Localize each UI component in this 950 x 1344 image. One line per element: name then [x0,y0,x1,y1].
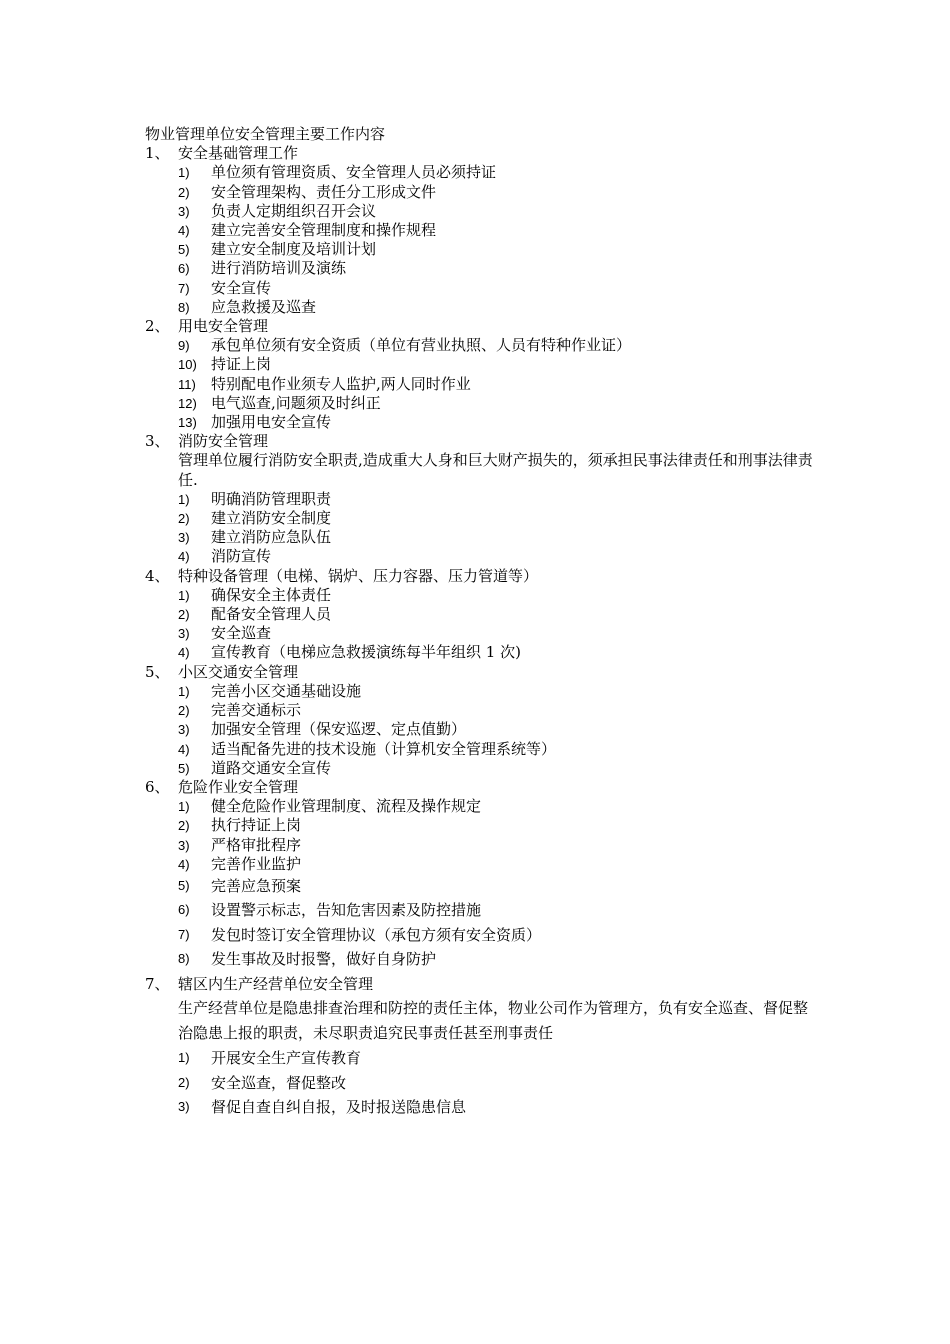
list-item [145,509,815,528]
item-number: 1) [178,799,190,815]
item-number: 3) [178,626,190,642]
list-item [145,279,815,298]
list-item [145,1071,815,1096]
item-number: 3) [178,1099,190,1115]
item-number: 8) [178,299,190,315]
item-text: 加强安全管理（保安巡逻、定点值勤） [211,720,467,739]
section-number: 1、 [145,144,170,163]
list-item [145,221,815,240]
item-text: 承包单位须有安全资质（单位有营业执照、人员有特种作业证） [211,336,632,355]
section-heading [145,972,815,997]
item-number: 4) [178,223,190,239]
item-number: 6) [178,261,190,277]
item-number: 2) [178,1074,190,1090]
list-item [145,923,815,948]
item-number: 4) [178,645,190,661]
list-item [145,240,815,259]
section-title: 消防安全管理 [178,432,269,451]
item-text: 消防宣传 [211,547,272,566]
list-item [145,298,815,317]
section-paragraph: 生产经营单位是隐患排查治理和防控的责任主体，物业公司作为管理方，负有安全巡查、督促整治隐患上报的职责，未尽职责追究民事责任甚至刑事责任 [178,999,809,1043]
list-item [145,874,815,899]
section-heading [145,567,815,586]
list-item [145,643,815,662]
section-paragraph: 管理单位履行消防安全职责,造成重大人身和巨大财产损失的，须承担民事法律责任和刑事法律责任. [178,451,813,489]
item-number: 12) [178,395,197,411]
item-text: 严格审批程序 [211,835,302,854]
item-number: 5) [178,242,190,258]
list-item [145,413,815,432]
item-text: 安全宣传 [211,278,272,297]
list-item [145,163,815,182]
item-number: 1) [178,491,190,507]
item-text: 加强用电安全宣传 [211,413,332,432]
item-text: 建立消防安全制度 [211,509,332,528]
list-item [145,898,815,923]
section-heading [145,432,815,451]
list-item [145,720,815,739]
list-item [145,797,815,816]
item-text: 负责人定期组织召开会议 [211,201,377,220]
item-text: 安全管理架构、责任分工形成文件 [211,182,437,201]
item-number: 4) [178,549,190,565]
item-text: 执行持证上岗 [211,816,302,835]
section-number: 6、 [145,777,170,796]
item-text: 建立安全制度及培训计划 [211,240,377,259]
list-item [145,375,815,394]
item-text: 应急救援及巡查 [211,297,317,316]
item-text: 设置警示标志，告知危害因素及防控措施 [211,901,482,920]
item-number: 1) [178,587,190,603]
list-item [145,1095,815,1120]
list-item [145,855,815,874]
item-number: 2) [178,511,190,527]
item-text: 完善小区交通基础设施 [211,681,362,700]
item-text: 明确消防管理职责 [211,489,332,508]
item-text: 安全巡查 [211,624,272,643]
section-heading [145,778,815,797]
item-number: 3) [178,530,190,546]
item-number: 11) [178,376,196,392]
item-number: 4) [178,741,190,757]
item-text: 配备安全管理人员 [211,605,332,624]
section-number: 3、 [145,432,170,451]
list-item [145,701,815,720]
section-title: 用电安全管理 [178,317,269,336]
item-number: 7) [178,926,190,942]
item-text: 安全巡查，督促整改 [211,1073,347,1092]
item-number: 1) [178,165,190,181]
section-title: 安全基础管理工作 [178,144,299,163]
item-number: 2) [178,703,190,719]
item-number: 2) [178,184,190,200]
item-number: 4) [178,856,190,872]
document-body [145,125,815,1120]
item-number: 7) [178,280,190,296]
list-item [145,259,815,278]
list-item [145,836,815,855]
item-number: 1) [178,1050,190,1066]
section-title: 小区交通安全管理 [178,662,299,681]
item-number: 3) [178,722,190,738]
item-number: 2) [178,818,190,834]
list-item [145,586,815,605]
item-number: 5) [178,877,190,893]
list-item [145,394,815,413]
item-text: 完善交通标示 [211,701,302,720]
document-title: 物业管理单位安全管理主要工作内容 [145,125,386,143]
item-text: 电气巡查,问题须及时纠正 [211,393,381,412]
section-number: 5、 [145,662,170,681]
item-text: 特别配电作业须专人监护,两人同时作业 [211,374,471,393]
item-text: 发生事故及时报警，做好自身防护 [211,950,437,969]
list-item [145,528,815,547]
section-heading [145,144,815,163]
item-number: 3) [178,837,190,853]
item-text: 督促自查自纠自报，及时报送隐患信息 [211,1098,467,1117]
section-number: 7、 [145,974,170,993]
list-item [145,816,815,835]
item-text: 完善应急预案 [211,876,302,895]
item-number: 6) [178,902,190,918]
section-number: 4、 [145,566,170,585]
list-item [145,947,815,972]
section-heading [145,317,815,336]
list-item [145,624,815,643]
list-item [145,759,815,778]
item-text: 宣传教育（电梯应急救援演练每半年组织 1 次) [211,643,521,662]
section-number: 2、 [145,317,170,336]
item-text: 开展安全生产宣传教育 [211,1049,362,1068]
item-number: 13) [178,415,197,431]
item-number: 5) [178,760,190,776]
item-number: 10) [178,357,197,373]
item-number: 2) [178,607,190,623]
item-text: 进行消防培训及演练 [211,259,347,278]
list-item [145,490,815,509]
item-number: 9) [178,338,190,354]
list-item [145,336,815,355]
item-number: 8) [178,951,190,967]
item-text: 单位须有管理资质、安全管理人员必须持证 [211,163,497,182]
item-text: 建立消防应急队伍 [211,528,332,547]
item-text: 适当配备先进的技术设施（计算机安全管理系统等） [211,739,557,758]
list-item [145,1046,815,1071]
item-text: 道路交通安全宣传 [211,758,332,777]
list-item [145,355,815,374]
list-item [145,682,815,701]
list-item [145,605,815,624]
section-title: 危险作业安全管理 [178,777,299,796]
item-text: 确保安全主体责任 [211,585,332,604]
section-title: 辖区内生产经营单位安全管理 [178,974,374,993]
item-text: 持证上岗 [211,355,272,374]
item-text: 健全危险作业管理制度、流程及操作规定 [211,797,482,816]
list-item [145,202,815,221]
item-text: 建立完善安全管理制度和操作规程 [211,221,437,240]
list-item [145,740,815,759]
list-item [145,547,815,566]
item-text: 发包时签订安全管理协议（承包方须有安全资质） [211,925,542,944]
item-number: 1) [178,683,190,699]
list-item [145,183,815,202]
section-title: 特种设备管理（电梯、锅炉、压力容器、压力管道等） [178,566,539,585]
item-number: 3) [178,203,190,219]
section-heading [145,663,815,682]
item-text: 完善作业监护 [211,854,302,873]
